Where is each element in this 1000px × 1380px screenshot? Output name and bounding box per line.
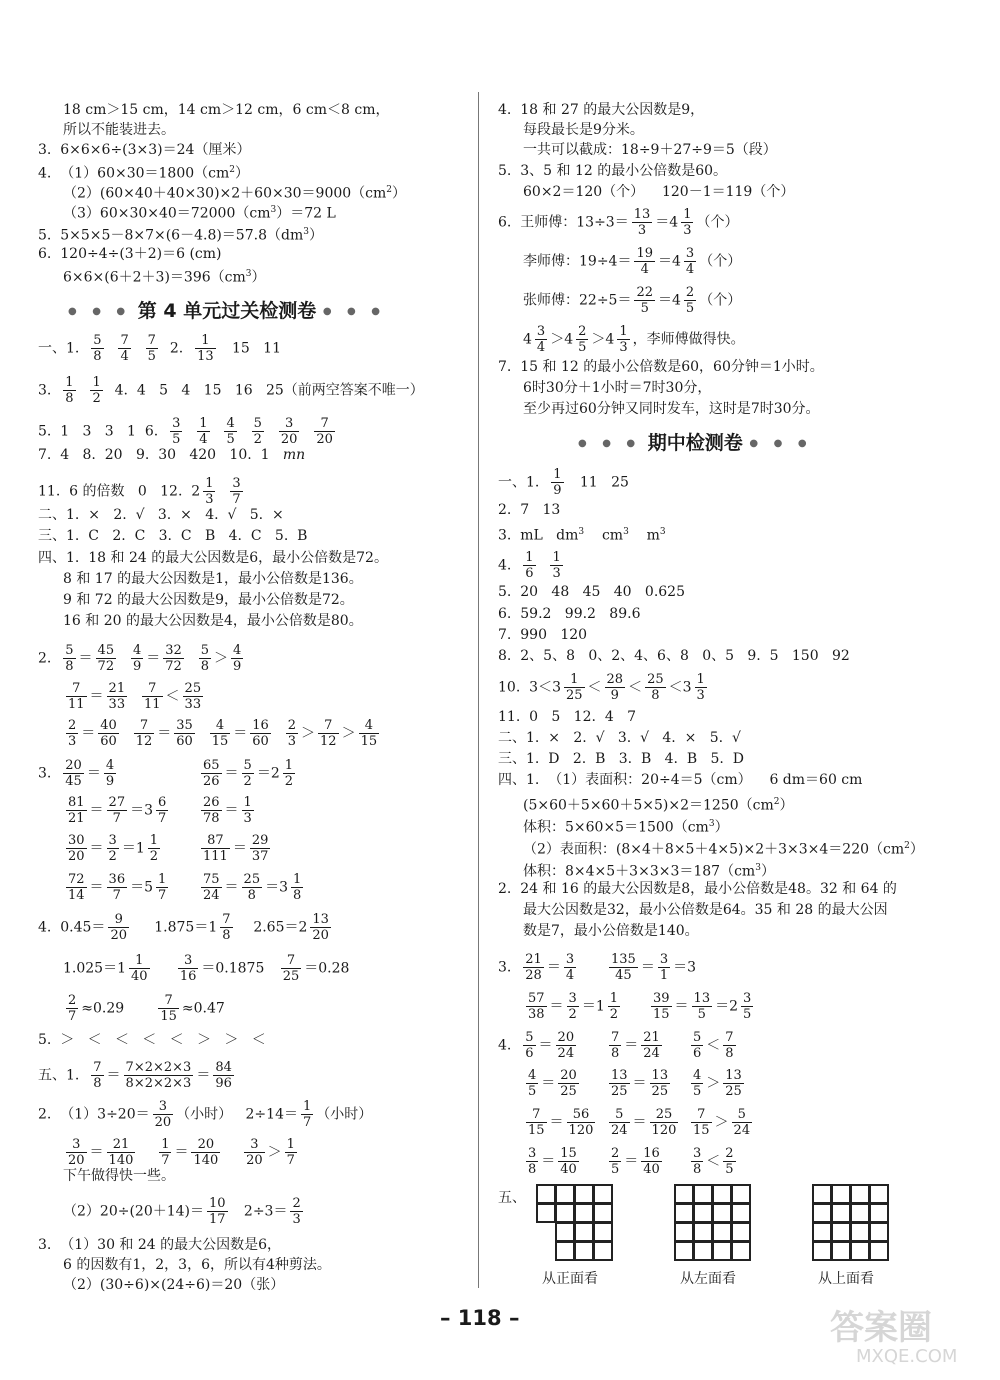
grid-cell — [555, 1222, 575, 1242]
answer-line: 四、1. （1）表面积：20÷4＝5（cm） 6 dm＝60 cm — [498, 772, 863, 788]
answer-line: $\frac{81}{21}$ ＝ $\frac{27}{7}$ ＝3 $\frac{6}{7}$ — [68, 795, 167, 826]
page-number: – 118 – — [440, 1306, 520, 1330]
answer-line: 体积：$8\times 4\times 5+3\times 3\times 3=187(cm^3)$ — [523, 863, 775, 880]
answer-line: 3. $\frac{20}{45}$ ＝ $\frac{4}{9}$ — [38, 758, 115, 789]
answer-line: $\frac{3}{8}$ ＜ $\frac{2}{5}$ — [693, 1146, 734, 1177]
decor-dots-icon: ● ● ● — [578, 438, 642, 449]
answer-line: 2. （1）3÷20＝ $\frac{3}{20}$ （小时） 2÷14＝ $\frac{1}{7}$ （小时） — [38, 1099, 373, 1130]
grid-cell — [812, 1203, 832, 1223]
answer-line: 60×2＝120（个） 120－1＝119（个） — [523, 184, 795, 200]
grid-cell — [536, 1184, 556, 1204]
answer-line: 6 的因数有1，2，3，6，所以有4种剪法。 — [63, 1257, 331, 1273]
answer-line: 4. $\frac{1}{6}$ $\frac{1}{3}$ — [498, 550, 561, 581]
answer-line: （2）表面积：$(8\times 4+8\times 5+4\times 5)\times 2+3\times 3\times 4=220(cm^2)$ — [523, 841, 924, 858]
grid-cell — [574, 1222, 594, 1242]
grid-cell — [536, 1203, 556, 1223]
decor-dots-icon: ● ● ● — [68, 306, 132, 317]
answer-line: 4. 0.45＝ $\frac{9}{20}$ 1.875＝1 $\frac{7}{8}$ 2.65＝2 $\frac{13}{20}$ — [38, 912, 329, 943]
grid-cell — [555, 1203, 575, 1223]
answer-line: 7. 4 8. 20 9. 30 420 10. 1 mn — [38, 447, 306, 463]
answer-line: 2. 7 13 — [498, 502, 561, 518]
grid-cell — [693, 1241, 713, 1261]
answer-line: 所以不能装进去。 — [63, 122, 175, 138]
answer-line: 6. 120÷4÷(3＋2)＝6 (cm) — [38, 246, 222, 262]
grid-cell — [850, 1184, 870, 1204]
answer-line: $\frac{39}{15}$ ＝ $\frac{13}{5}$ ＝2 $\frac{3}{5}$ — [653, 991, 752, 1022]
grid-cell — [831, 1222, 851, 1242]
answer-line: 9 和 72 的最大公因数是9，最小公倍数是72。 — [63, 592, 354, 608]
grid-cell — [812, 1222, 832, 1242]
answer-line: $\frac{87}{111}$ ＝ $\frac{29}{37}$ — [203, 833, 269, 864]
grid-cell — [574, 1203, 594, 1223]
grid-cell — [674, 1203, 694, 1223]
grid-cell — [731, 1222, 751, 1242]
projection-grid — [674, 1184, 752, 1262]
grid-cell — [812, 1184, 832, 1204]
grid-cell — [693, 1184, 713, 1204]
answer-line: 李师傅：19÷4＝ $\frac{19}{4}$ ＝4 $\frac{3}{4}$ （个） — [523, 246, 742, 277]
grid-cell — [674, 1222, 694, 1242]
answer-line: 2. 24 和 16 的最大公因数是8，最小公倍数是48。32 和 64 的 — [498, 881, 897, 897]
answer-line: （2）(30÷6)×(24÷6)＝20（张） — [63, 1277, 285, 1293]
answer-line: 4. $\frac{5}{6}$ ＝ $\frac{20}{24}$ — [498, 1030, 575, 1061]
section-title-text: 期中检测卷 — [647, 432, 743, 454]
answer-line: 18 cm＞15 cm，14 cm＞12 cm，6 cm＜8 cm， — [63, 102, 390, 118]
watermark-logo: 答案圈 — [830, 1308, 932, 1348]
view-caption: 从左面看 — [680, 1271, 736, 1287]
answer-line: $\frac{26}{78}$ ＝ $\frac{1}{3}$ — [203, 795, 252, 826]
answer-line: 8 和 17 的最大公因数是1，最小公倍数是136。 — [63, 571, 363, 587]
answer-line: 1.025＝1 $\frac{1}{40}$ $\frac{3}{16}$ ＝0.1875 $\frac{7}{25}$ ＝0.28 — [63, 953, 350, 984]
answer-line: $\frac{3}{8}$ ＝ $\frac{15}{40}$ — [528, 1146, 577, 1177]
answer-line: （2）20÷(20＋14)＝ $\frac{10}{17}$ 2÷3＝ $\frac{2}{3}$ — [63, 1196, 301, 1227]
answer-line: $\frac{30}{20}$ ＝ $\frac{3}{2}$ ＝1 $\frac{1}{2}$ — [68, 833, 159, 864]
answer-line: $(3)60\times 30\times 40=72000(cm^3)=72$ L — [63, 205, 336, 222]
answer-line: 4. 18 和 27 的最大公因数是9， — [498, 102, 705, 118]
answer-line: 4. $(1)60\times 30=1800(cm^2)$ — [38, 165, 250, 182]
answer-line: 5. 3、5 和 12 的最小公倍数是60。 — [498, 163, 728, 179]
answer-line: $\frac{2}{5}$ ＝ $\frac{16}{40}$ — [611, 1146, 660, 1177]
watermark-url: MXQE.COM — [856, 1346, 958, 1367]
answer-line: $(5\times 60+5\times 60+5\times 5)\times 2=1250(cm^2)$ — [523, 797, 794, 814]
answer-line: 6时30分＋1小时＝7时30分， — [523, 380, 712, 396]
answer-line: 5. 1 3 3 1 6. $\frac{3}{5}$ $\frac{1}{4}$ $\frac{4}{5}$ $\frac{5}{2}$ $\frac{3}{20}$ $\frac{7}{20}$ — [38, 416, 333, 447]
answer-line: 张师傅：22÷5＝ $\frac{22}{5}$ ＝4 $\frac{2}{5}$ （个） — [523, 285, 742, 316]
answer-line: 一、1. $\frac{1}{9}$ 11 25 — [498, 467, 629, 498]
grid-cell — [712, 1222, 732, 1242]
answer-line: 4 $\frac{3}{4}$ ＞4 $\frac{2}{5}$ ＞4 $\frac{1}{3}$ ，李师傅做得快。 — [523, 324, 745, 355]
answer-line: 5. $5\times 5\times 5-8\times 7\times(6-4.8)=57.8(dm^3)$ — [38, 227, 323, 244]
grid-cell — [831, 1241, 851, 1261]
answer-line: 二、1. × 2. √ 3. × 4. √ 5. × — [38, 507, 284, 523]
grid-cell — [674, 1241, 694, 1261]
answer-line: 3. 6×6×6÷(3×3)＝24（厘米） — [38, 142, 251, 158]
view-caption: 从正面看 — [542, 1271, 598, 1287]
grid-cell — [555, 1241, 575, 1261]
answer-line: 最大公因数是32，最小公倍数是64。35 和 28 的最大公因 — [523, 902, 888, 918]
grid-cell — [731, 1184, 751, 1204]
grid-cell — [869, 1184, 889, 1204]
grid-cell — [869, 1203, 889, 1223]
answer-line: 3. $\frac{21}{28}$ ＝ $\frac{3}{4}$ — [498, 952, 575, 983]
grid-cell — [831, 1184, 851, 1204]
answer-line: $6\times 6\times(6+2+3)=396(cm^3)$ — [63, 269, 266, 286]
answer-line: $\frac{13}{25}$ ＝ $\frac{13}{25}$ — [611, 1068, 669, 1099]
grid-cell — [731, 1241, 751, 1261]
answer-line: 5. 20 48 45 40 0.625 — [498, 584, 685, 600]
answer-line: $\frac{2}{7}$ ≈0.29 $\frac{7}{15}$ ≈0.47 — [68, 993, 225, 1024]
answer-line: 16 和 20 的最大公因数是4，最小公倍数是80。 — [63, 613, 363, 629]
answer-line: 5. ＞ ＜ ＜ ＜ ＜ ＞ ＞ ＜ — [38, 1032, 266, 1048]
answer-line: 体积：$5\times 60\times 5=1500(cm^3)$ — [523, 819, 729, 836]
answer-line: 10. 3＜3 $\frac{1}{25}$ ＜ $\frac{28}{9}$ ＜ $\frac{25}{8}$ ＜3 $\frac{1}{3}$ — [498, 672, 705, 703]
section-title — [68, 296, 386, 323]
answer-line: 五、 — [498, 1190, 526, 1206]
grid-cell — [869, 1222, 889, 1242]
answer-line: $\frac{5}{6}$ ＜ $\frac{7}{8}$ — [693, 1030, 734, 1061]
answer-line: 一、1. $\frac{5}{8}$ $\frac{7}{4}$ $\frac{7}{5}$ 2. $\frac{1}{13}$ 15 11 — [38, 333, 281, 364]
answer-line: 下午做得快一些。 — [63, 1168, 175, 1184]
answer-line: 3. mL $dm^3$ $cm^3$ $m^3$ — [498, 527, 666, 544]
grid-cell — [850, 1203, 870, 1223]
grid-cell — [850, 1222, 870, 1242]
projection-grid — [536, 1184, 614, 1262]
answer-line: 三、1. D 2. B 3. B 4. B 5. D — [498, 751, 745, 767]
answer-line: 11. 6 的倍数 0 12. 2 $\frac{1}{3}$ $\frac{3}{7}$ — [38, 476, 241, 507]
answer-line: $\frac{4}{5}$ ＝ $\frac{20}{25}$ — [528, 1068, 577, 1099]
answer-line: $(2)(60\times 40+40\times 30)\times 2+60\times 30=9000(cm^2)$ — [63, 185, 407, 202]
section-title — [578, 428, 813, 455]
grid-cell — [674, 1184, 694, 1204]
answer-line: 6. 59.2 99.2 89.6 — [498, 606, 641, 622]
grid-cell — [593, 1241, 613, 1261]
answer-line: $\frac{2}{3}$ ＝ $\frac{40}{60}$ $\frac{7}{12}$ ＝ $\frac{35}{60}$ $\frac{4}{15}$ ＝ $\frac{16}{60}$ $\frac{2}{3}$ ＞ $\frac{7}{12}$ ＞ $\frac{4}{15}$ — [68, 718, 378, 749]
view-caption: 从上面看 — [818, 1271, 874, 1287]
decor-dots-icon: ● ● ● — [322, 306, 386, 317]
grid-cell — [593, 1184, 613, 1204]
answer-line: 11. 0 5 12. 4 7 — [498, 709, 637, 725]
answer-line: $\frac{7}{11}$ ＝ $\frac{21}{33}$ $\frac{7}{11}$ ＜ $\frac{25}{33}$ — [68, 681, 202, 712]
answer-line: $\frac{7}{15}$ ＝ $\frac{56}{120}$ — [528, 1107, 594, 1138]
answer-line: $\frac{72}{14}$ ＝ $\frac{36}{7}$ ＝5 $\frac{1}{7}$ — [68, 872, 167, 903]
grid-cell — [555, 1184, 575, 1204]
grid-cell — [693, 1203, 713, 1223]
answer-line: 数是7，最小公倍数是140。 — [523, 923, 699, 939]
answer-line: 8. 2、5、8 0、2、4、6、8 0、5 9. 5 150 92 — [498, 648, 850, 664]
answer-line: 一共可以截成：18÷9＋27÷9＝5（段） — [523, 142, 777, 158]
answer-line: $\frac{75}{24}$ ＝ $\frac{25}{8}$ ＝3 $\frac{1}{8}$ — [203, 872, 302, 903]
answer-line: 3. （1）30 和 24 的最大公因数是6， — [38, 1237, 282, 1253]
answer-line: $\frac{7}{15}$ ＞ $\frac{5}{24}$ — [693, 1107, 751, 1138]
answer-line: 7. 15 和 12 的最小公倍数是60，60分钟＝1小时。 — [498, 359, 824, 375]
answer-line: $\frac{5}{24}$ ＝ $\frac{25}{120}$ — [611, 1107, 677, 1138]
grid-cell — [850, 1241, 870, 1261]
answer-line: 至少再过60分钟又同时发车，这时是7时30分。 — [523, 401, 820, 417]
answer-line: 五、1. $\frac{7}{8}$ ＝ $\frac{7\times 2\times 2\times 3}{8\times 2\times 2\times 3}$ ＝ $\frac{84}{96}$ — [38, 1060, 232, 1091]
answer-line: 每段最长是9分米。 — [523, 122, 644, 138]
answer-line: 2. $\frac{5}{8}$ ＝ $\frac{45}{72}$ $\frac{4}{9}$ ＝ $\frac{32}{72}$ $\frac{5}{8}$ ＞ $\frac{4}{9}$ — [38, 643, 242, 674]
answer-line: $\frac{3}{20}$ ＝ $\frac{21}{140}$ $\frac{1}{7}$ ＝ $\frac{20}{140}$ $\frac{3}{20}$ ＞ $\frac{1}{7}$ — [68, 1137, 295, 1168]
answer-line: 7. 990 120 — [498, 627, 588, 643]
answer-line: 3. $\frac{1}{8}$ $\frac{1}{2}$ 4. 4 5 4 15 16 25（前两空答案不唯一） — [38, 375, 424, 406]
answer-line: 三、1. C 2. C 3. C B 4. C 5. B — [38, 528, 308, 544]
answer-line: 四、1. 18 和 24 的最大公因数是6，最小公倍数是72。 — [38, 550, 388, 566]
projection-grid — [812, 1184, 890, 1262]
grid-cell — [712, 1241, 732, 1261]
answer-line: 二、1. × 2. √ 3. √ 4. × 5. √ — [498, 730, 741, 746]
answer-line: $\frac{7}{8}$ ＝ $\frac{21}{24}$ — [611, 1030, 660, 1061]
answer-line: $\frac{4}{5}$ ＞ $\frac{13}{25}$ — [693, 1068, 742, 1099]
grid-cell — [812, 1241, 832, 1261]
answer-line: $\frac{135}{45}$ ＝ $\frac{3}{1}$ ＝3 — [611, 952, 697, 983]
grid-cell — [712, 1184, 732, 1204]
grid-cell — [869, 1241, 889, 1261]
grid-cell — [712, 1203, 732, 1223]
decor-dots-icon: ● ● ● — [749, 438, 813, 449]
grid-cell — [693, 1222, 713, 1242]
grid-cell — [731, 1203, 751, 1223]
grid-cell — [574, 1184, 594, 1204]
column-divider — [478, 92, 479, 1288]
grid-cell — [593, 1222, 613, 1242]
answer-line: 6. 王师傅：13÷3＝ $\frac{13}{3}$ ＝4 $\frac{1}{3}$ （个） — [498, 207, 739, 238]
grid-cell — [574, 1241, 594, 1261]
answer-line: $\frac{65}{26}$ ＝ $\frac{5}{2}$ ＝2 $\frac{1}{2}$ — [203, 758, 294, 789]
answer-line: $\frac{57}{38}$ ＝ $\frac{3}{2}$ ＝1 $\frac{1}{2}$ — [528, 991, 619, 1022]
grid-cell — [593, 1203, 613, 1223]
section-title-text: 第 4 单元过关检测卷 — [137, 300, 317, 322]
grid-cell — [831, 1203, 851, 1223]
